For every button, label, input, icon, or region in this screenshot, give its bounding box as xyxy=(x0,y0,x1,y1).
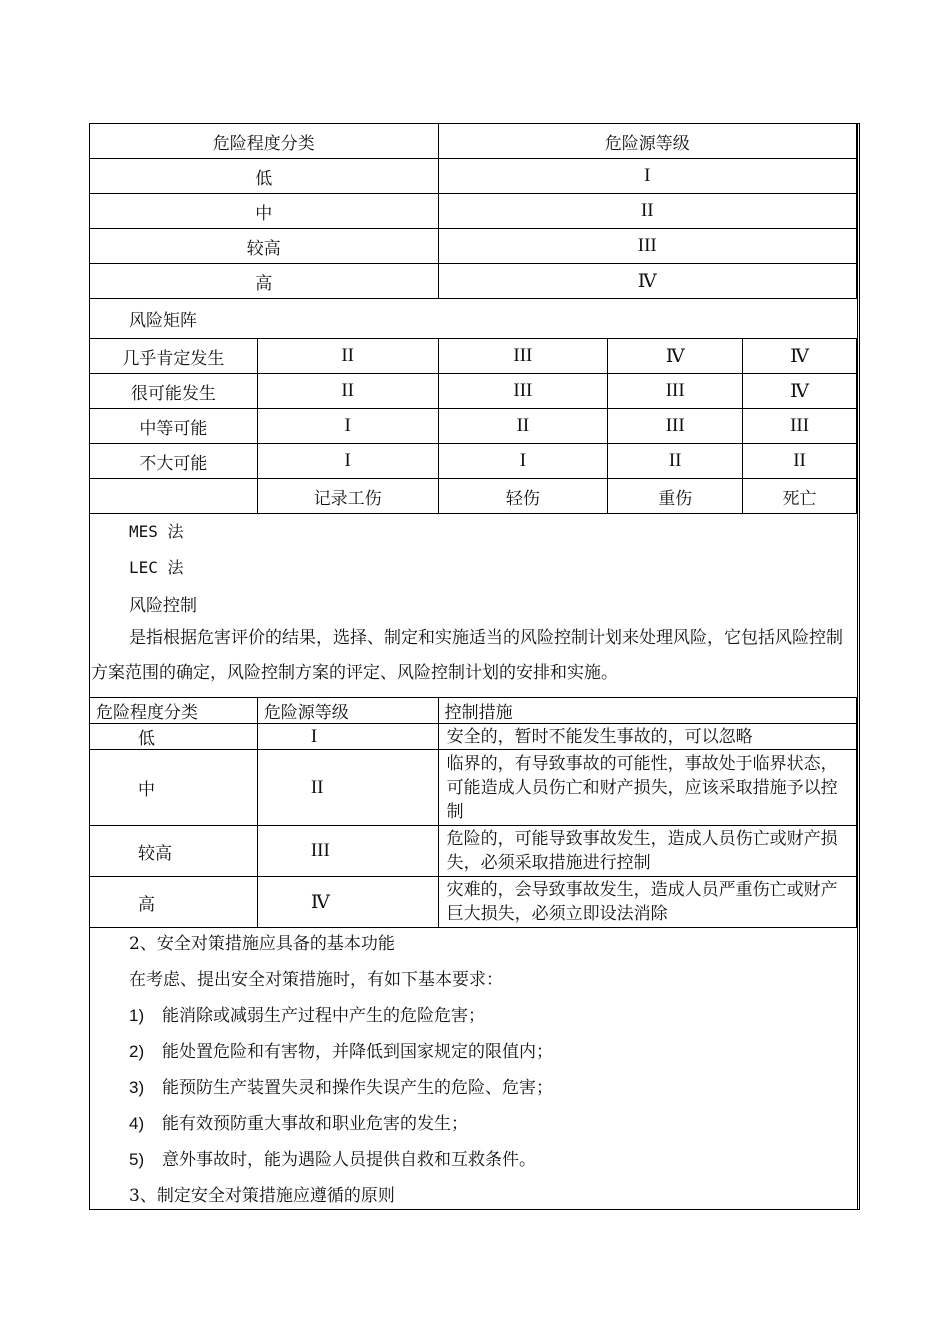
header-cell: 控制措施 xyxy=(438,698,856,724)
list-number: 3) xyxy=(129,1078,145,1097)
header-cell: 危险程度分类 xyxy=(90,124,439,159)
table-cell: III xyxy=(438,229,856,264)
table-cell: 重伤 xyxy=(608,479,743,514)
table-cell: 中 xyxy=(90,750,258,826)
lec-method-label: LEC 法 xyxy=(129,558,184,577)
table-cell: 较高 xyxy=(90,229,439,264)
table-header-row xyxy=(90,698,857,724)
table-row xyxy=(90,750,857,826)
table-cell: 记录工伤 xyxy=(257,479,438,514)
hazard-level-table xyxy=(89,123,857,299)
table-cell: I xyxy=(257,409,438,444)
list-text: 能预防生产装置失灵和操作失误产生的危险、危害； xyxy=(162,1078,553,1098)
list-text: 能处置危险和有害物，并降低到国家规定的限值内； xyxy=(162,1042,553,1062)
table-cell: Ⅳ xyxy=(438,264,856,299)
table-cell: III xyxy=(743,409,857,444)
list-text: 意外事故时，能为遇险人员提供自救和互救条件。 xyxy=(162,1150,536,1170)
requirement-item xyxy=(129,1109,468,1134)
table-row xyxy=(90,724,857,750)
table-cell: III xyxy=(438,374,608,409)
list-text: 能有效预防重大事故和职业危害的发生； xyxy=(162,1114,468,1134)
table-cell: Ⅳ xyxy=(743,339,857,374)
table-row xyxy=(90,159,857,194)
section-3-title: 3、制定安全对策措施应遵循的原则 xyxy=(129,1186,395,1206)
table-cell: 低 xyxy=(90,159,439,194)
requirement-item xyxy=(129,1145,536,1170)
requirement-item xyxy=(129,1073,553,1098)
list-number: 5) xyxy=(129,1150,145,1169)
row-label: 几乎肯定发生 xyxy=(90,339,258,374)
table-cell: 中 xyxy=(90,194,439,229)
table-cell: I xyxy=(438,444,608,479)
table-cell: 临界的，有导致事故的可能性，事故处于临界状态，可能造成人员伤亡和财产损失，应该采取措施予以控制 xyxy=(438,750,856,826)
table-header-row xyxy=(90,124,857,159)
header-cell: 危险源等级 xyxy=(438,124,856,159)
table-row xyxy=(90,877,857,928)
table-cell: III xyxy=(608,409,743,444)
table-cell: I xyxy=(257,444,438,479)
table-footer-row xyxy=(90,479,857,514)
table-row xyxy=(90,194,857,229)
table-cell: Ⅳ xyxy=(608,339,743,374)
table-cell: II xyxy=(438,194,856,229)
table-row xyxy=(90,374,857,409)
table-cell: 轻伤 xyxy=(438,479,608,514)
table-cell: III xyxy=(608,374,743,409)
table-row xyxy=(90,264,857,299)
table-cell: II xyxy=(608,444,743,479)
table-cell: II xyxy=(438,409,608,444)
requirement-item xyxy=(129,1001,485,1026)
mes-method-label: MES 法 xyxy=(129,522,184,541)
table-row xyxy=(90,444,857,479)
requirement-item xyxy=(129,1037,553,1062)
table-row xyxy=(90,339,857,374)
table-cell: I xyxy=(257,724,438,750)
table-cell: 危险的，可能导致事故发生，造成人员伤亡或财产损失，必须采取措施进行控制 xyxy=(438,826,856,877)
risk-matrix-title: 风险矩阵 xyxy=(129,311,197,331)
list-text: 能消除或减弱生产过程中产生的危险危害； xyxy=(162,1006,485,1026)
table-cell xyxy=(90,479,258,514)
section-2-title: 2、安全对策措施应具备的基本功能 xyxy=(129,934,395,954)
section-2-intro: 在考虑、提出安全对策措施时，有如下基本要求： xyxy=(129,970,503,990)
table-cell: Ⅳ xyxy=(743,374,857,409)
header-cell: 危险程度分类 xyxy=(90,698,258,724)
table-cell: II xyxy=(257,750,438,826)
table-cell: Ⅳ xyxy=(257,877,438,928)
table-cell: III xyxy=(257,826,438,877)
risk-control-title: 风险控制 xyxy=(129,596,197,616)
risk-control-paragraph: 是指根据危害评价的结果，选择、制定和实施适当的风险控制计划来处理风险，它包括风险控制方案范围的确定，风险控制方案的评定、风险控制计划的安排和实施。 xyxy=(91,628,843,683)
table-cell: II xyxy=(743,444,857,479)
header-cell: 危险源等级 xyxy=(257,698,438,724)
table-cell: 较高 xyxy=(90,826,258,877)
row-label: 不大可能 xyxy=(90,444,258,479)
row-label: 中等可能 xyxy=(90,409,258,444)
table-cell: I xyxy=(438,159,856,194)
table-cell: 低 xyxy=(90,724,258,750)
list-number: 2) xyxy=(129,1042,145,1061)
table-row xyxy=(90,826,857,877)
table-cell: 高 xyxy=(90,877,258,928)
risk-matrix-table xyxy=(89,338,857,514)
table-cell: 死亡 xyxy=(743,479,857,514)
table-row xyxy=(90,409,857,444)
control-measures-table xyxy=(89,697,857,928)
table-row xyxy=(90,229,857,264)
list-number: 4) xyxy=(129,1114,145,1133)
table-cell: III xyxy=(438,339,608,374)
list-number: 1) xyxy=(129,1006,145,1025)
table-cell: II xyxy=(257,374,438,409)
row-label: 很可能发生 xyxy=(90,374,258,409)
table-cell: 灾难的，会导致事故发生，造成人员严重伤亡或财产巨大损失，必须立即设法消除 xyxy=(438,877,856,928)
table-cell: II xyxy=(257,339,438,374)
table-cell: 安全的，暂时不能发生事故的，可以忽略 xyxy=(438,724,856,750)
table-cell: 高 xyxy=(90,264,439,299)
